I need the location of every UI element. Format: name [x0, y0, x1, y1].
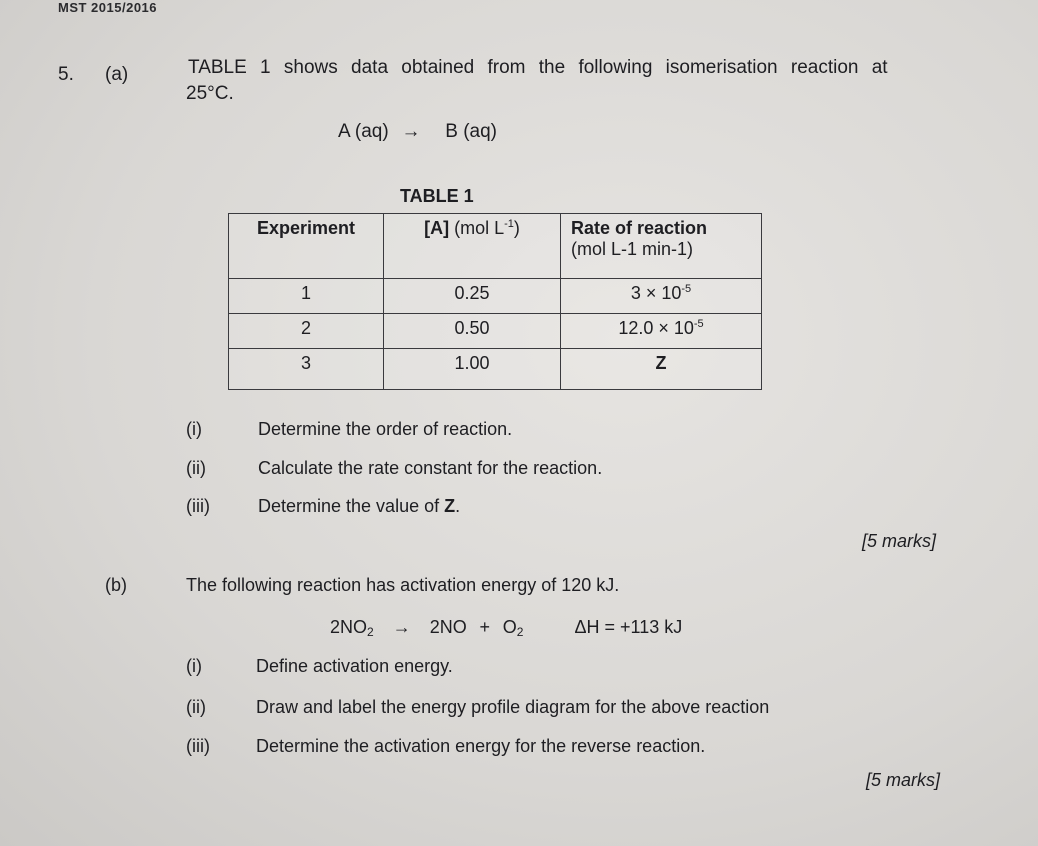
eq-enthalpy: ΔH = +113 kJ [574, 617, 683, 637]
eq-arrow: → [392, 617, 411, 637]
reactant-a: A (aq) [338, 121, 389, 142]
eq-plus: + [479, 617, 491, 637]
reaction-arrow: → [401, 121, 421, 142]
rate-base: Z [655, 353, 667, 373]
header-conc-close: ) [513, 218, 520, 238]
q3-suffix: . [455, 496, 461, 516]
question-number: 5. [58, 64, 74, 85]
product-b: B (aq) [445, 121, 498, 142]
marks-text: [5 marks] [866, 770, 941, 790]
rate-base: 3 × 10 [630, 283, 682, 303]
header-rate [561, 214, 762, 279]
rate-exp: -5 [681, 283, 692, 295]
cell-experiment: 2 [229, 314, 384, 349]
rate-base: 12.0 × 10 [618, 318, 694, 338]
eq-product1: 2NO [429, 617, 467, 637]
part-b-q3-label: (iii) [186, 736, 210, 756]
table-title: TABLE 1 [400, 186, 474, 206]
part-b-label: (b) [105, 575, 127, 595]
part-a-q3-label: (iii) [186, 496, 210, 516]
part-a-q2-text: Calculate the rate constant for the reaction. [258, 458, 603, 478]
part-a-label: (a) [105, 64, 129, 85]
part-a-q1-text: Determine the order of reaction. [258, 419, 513, 439]
table-header-row [229, 214, 762, 279]
part-b-equation [330, 617, 682, 639]
cell-rate [561, 314, 762, 349]
eq-reactant: 2NO [330, 617, 368, 637]
table-row [229, 279, 762, 314]
header-conc-unit: (mol L [449, 218, 505, 238]
cell-concentration: 0.25 [384, 279, 561, 314]
cell-concentration: 0.50 [384, 314, 561, 349]
cell-concentration: 1.00 [384, 349, 561, 390]
part-a-intro-line1: TABLE 1 shows data obtained from the following isomerisation reaction at [188, 57, 888, 78]
part-b-intro: The following reaction has activation energy of 120 kJ. [186, 575, 620, 595]
part-a-q3-text [258, 496, 460, 517]
table-row [229, 314, 762, 349]
part-a-q1-label: (i) [186, 419, 202, 439]
q3-z: Z [444, 496, 456, 516]
part-b-q2-label: (ii) [186, 697, 206, 717]
eq-product2: O [502, 617, 517, 637]
header-rate-line2: (mol L-1 min-1) [571, 239, 694, 259]
eq-product2-sub: 2 [516, 625, 524, 639]
marks-text: [5 marks] [862, 531, 937, 551]
part-b-q1-label: (i) [186, 656, 202, 676]
part-b-q2-text: Draw and label the energy profile diagram for the above reaction [256, 697, 770, 717]
part-b-q3-text: Determine the activation energy for the reverse reaction. [256, 736, 706, 756]
table-row [229, 349, 762, 390]
header-conc-label: [A] [424, 218, 450, 238]
part-b-marks [866, 770, 940, 791]
part-b-q1-text: Define activation energy. [256, 656, 453, 676]
cell-rate [561, 349, 762, 390]
cell-experiment: 3 [229, 349, 384, 390]
part-a-marks [862, 531, 936, 552]
part-a-q2-label: (ii) [186, 458, 206, 478]
header-conc-exp: -1 [504, 218, 514, 230]
exam-header: MST 2015/2016 [58, 0, 158, 15]
q3-prefix: Determine the value of [258, 496, 445, 516]
header-concentration [384, 214, 561, 279]
part-a-intro-line2: 25°C. [186, 83, 234, 104]
header-rate-line1: Rate of reaction [571, 218, 708, 238]
rate-exp: -5 [693, 318, 704, 330]
eq-reactant-sub: 2 [367, 625, 374, 639]
data-table [228, 213, 762, 390]
cell-rate [561, 279, 762, 314]
header-experiment: Experiment [229, 214, 384, 279]
reaction-equation [338, 121, 497, 143]
cell-experiment: 1 [229, 279, 384, 314]
